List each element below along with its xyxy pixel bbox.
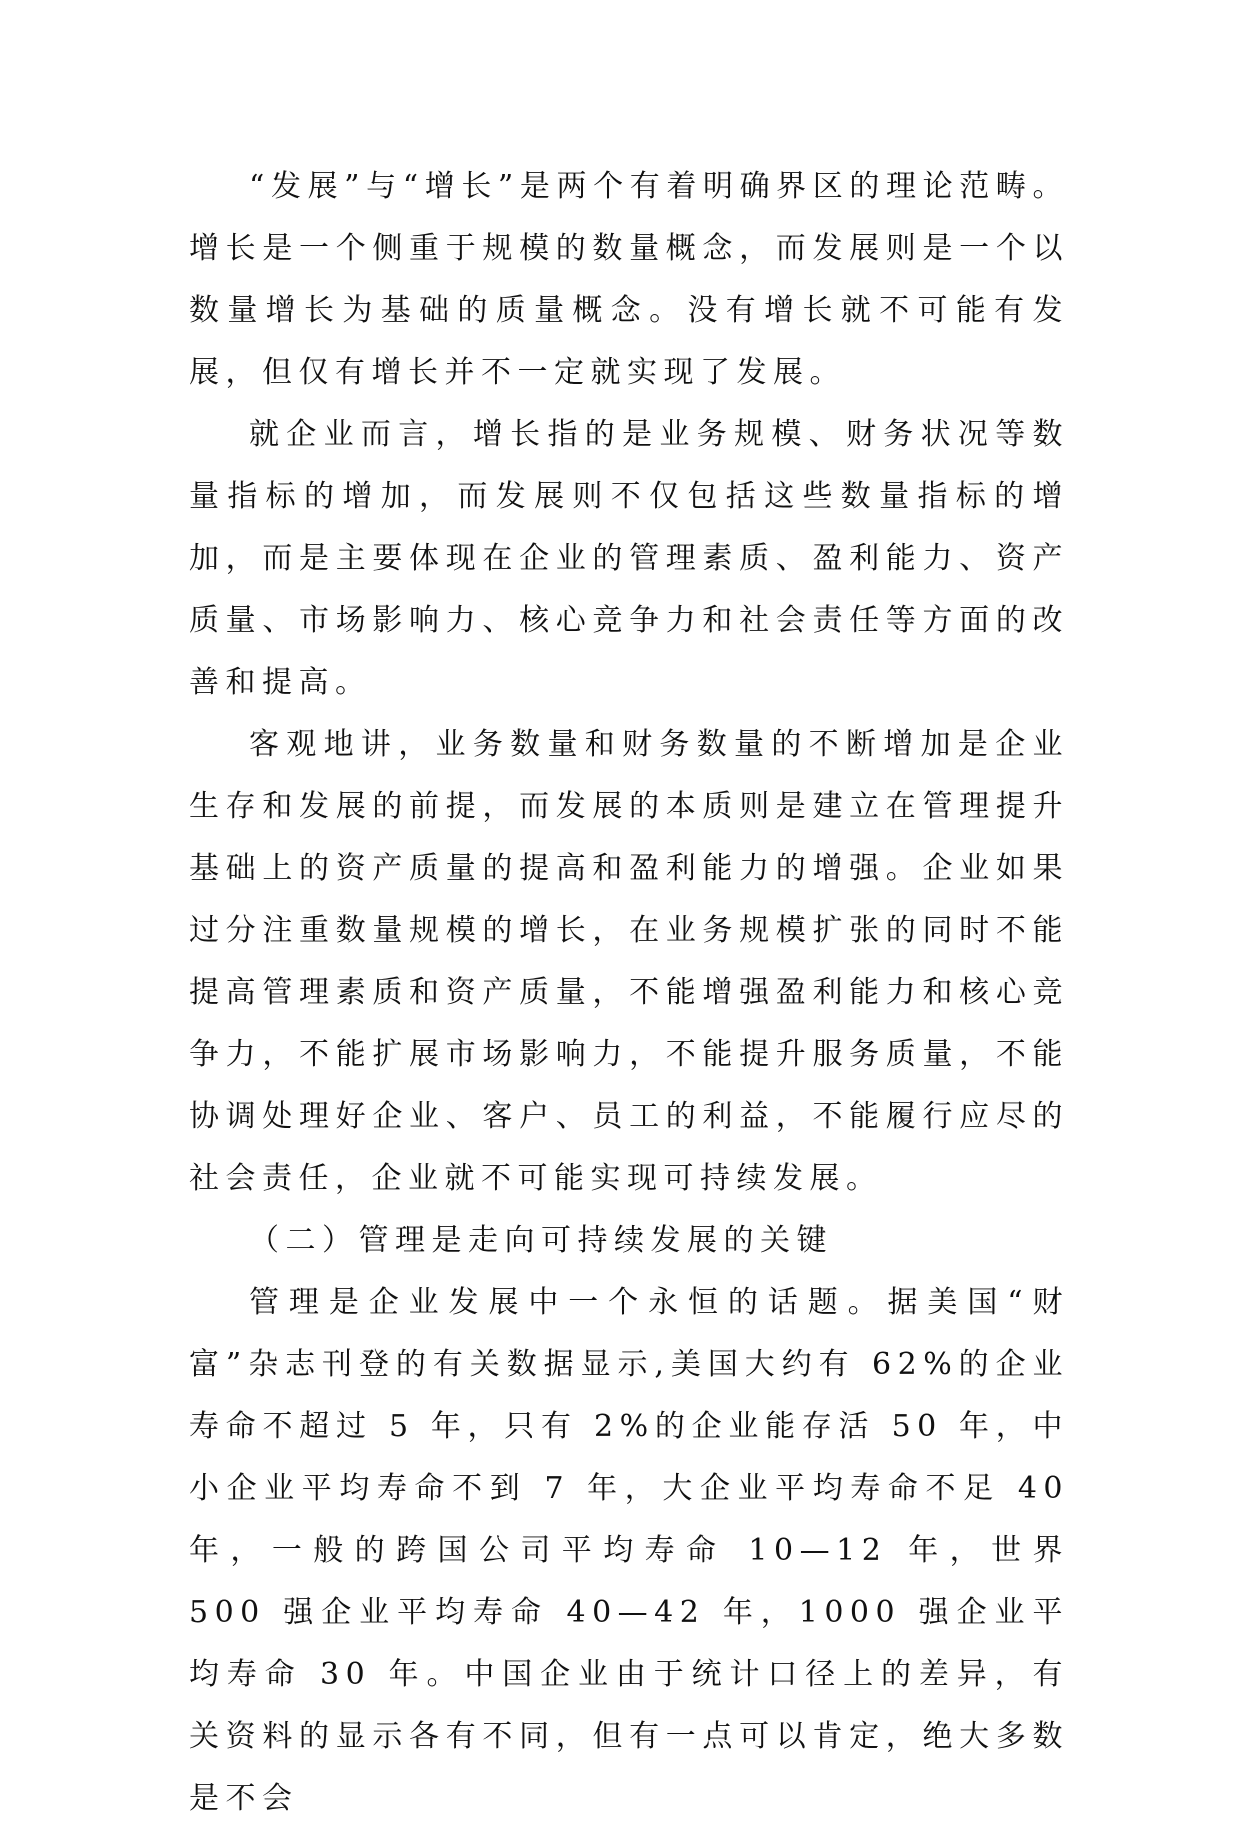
paragraph-objective-view: 客观地讲，业务数量和财务数量的不断增加是企业生存和发展的前提，而发展的本质则是建立在管理提升基础上的资产质量的提高和盈利能力的增强。企业如果过分注重数量规模的增长，在业务规模扩张的同时不能提高管理素质和资产质量，不能增强盈利能力和核心竞争力，不能扩展市场影响力，不能提升服务质量，不能协调处理好企业、客户、员工的利益，不能履行应尽的社会责任，企业就不可能实现可持续发展。 (189, 727, 1069, 1196)
body-text-column (189, 156, 1069, 1830)
paragraph-enterprise-growth: 就企业而言，增长指的是业务规模、财务状况等数量指标的增加，而发展则不仅包括这些数量指标的增加，而是主要体现在企业的管理素质、盈利能力、资产质量、市场影响力、核心竞争力和社会责任等方面的改善和提高。 (189, 417, 1069, 700)
paragraph-management-topic: 管理是企业发展中一个永恒的话题。据美国“财富”杂志刊登的有关数据显示,美国大约有 62%的企业寿命不超过 5 年，只有 2%的企业能存活 50 年，中小企业平均寿命不到 7 年，大企业平均寿命不足 40 年，一般的跨国公司平均寿命 10—12 年，世界 500 强企业平均寿命 40—42 年，1000 强企业平均寿命 30 年。中国企业由于统计口径上的差异，有关资料的显示各有不同，但有一点可以肯定，绝大多数是不会 (189, 1285, 1069, 1816)
section-heading: （二）管理是走向可持续发展的关键 (249, 1223, 833, 1258)
paragraph-growth-vs-development: “发展”与“增长”是两个有着明确界区的理论范畴。增长是一个侧重于规模的数量概念，而发展则是一个以数量增长为基础的质量概念。没有增长就不可能有发展，但仅有增长并不一定就实现了发展。 (189, 169, 1069, 390)
